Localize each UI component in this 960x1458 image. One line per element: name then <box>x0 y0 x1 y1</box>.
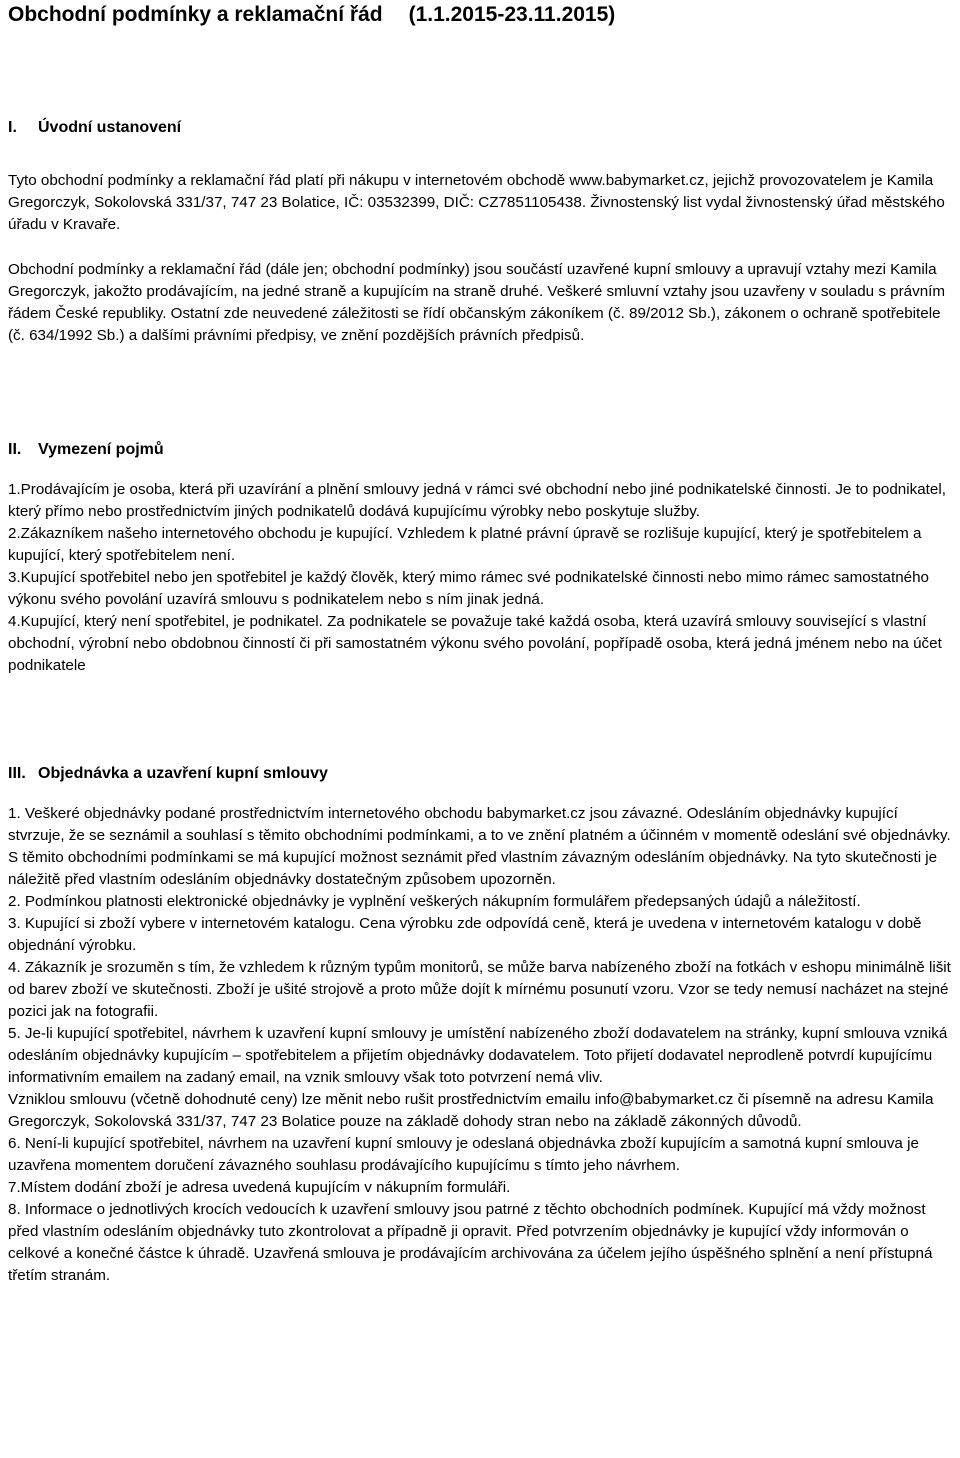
order-terms-list <box>8 803 952 1287</box>
section-heading-3 <box>8 763 952 785</box>
section-heading-text: Vymezení pojmů <box>38 441 164 458</box>
section-number: II. <box>8 441 22 458</box>
order-term-item: Vzniklou smlouvu (včetně dohodnuté ceny) lze měnit nebo rušit prostřednictvím emailu info@babymarket.cz či písemně na adresu Kamila Gregorczyk, Sokolovská 331/37, 747 23 Bolatice pouze na základě dohody stran nebo na základě zákonných důvodů. <box>8 1091 934 1130</box>
document-validity: (1.1.2015-23.11.2015) <box>408 3 616 26</box>
scope-paragraph: Obchodní podmínky a reklamační řád (dále jen; obchodní podmínky) jsou součástí uzavřené kupní smlouvy a upravují vztahy mezi Kamila Gregorczyk, jakožto prodávajícím, na jedné straně a kupujícím na straně druhé. Veškeré smluvní vztahy jsou uzavřeny v souladu s právním řádem České republiky. Ostatní zde neuvedené záležitosti se řídí občanským zákoníkem (č. 89/2012 Sb.), zákonem o ochraně spotřebitele (č. 634/1992 Sb.) a dalšími právními předpisy, ve znění pozdějších právních předpisů. <box>8 261 946 344</box>
definition-item: 4.Kupující, který není spotřebitel, je podnikatel. Za podnikatele se považuje také každá osoba, která uzavírá smlouvy související s vlastní obchodní, výrobní nebo obdobnou činností či při samostatném výkonu svého povolání, popřípadě osoba, která jedná jménem nebo na účet podnikatele <box>8 613 942 674</box>
section-number: III. <box>8 765 26 782</box>
section-heading-text: Úvodní ustanovení <box>38 119 182 136</box>
section-heading-text: Objednávka a uzavření kupní smlouvy <box>38 765 328 782</box>
order-term-item: 7.Místem dodání zboží je adresa uvedená kupujícím v nákupním formuláři. <box>8 1179 511 1196</box>
order-term-item: 1. Veškeré objednávky podané prostřednictvím internetového obchodu babymarket.cz jsou závazné. Odesláním objednávky kupující stvrzuje, že se seznámil a souhlasí s těmito obchodními podmínkami, a to ve znění platném a účinném v momentě odeslání své objednávky. S těmito obchodními podmínkami se má kupující možnost seznámit před vlastním závazným odesláním objednávky. Na tyto skutečnosti je náležitě před vlastním odesláním objednávky dostatečným způsobem upozorněn. <box>8 805 951 888</box>
section-heading-2 <box>8 439 952 461</box>
document-title <box>8 0 952 28</box>
intro-paragraph: Tyto obchodní podmínky a reklamační řád platí při nákupu v internetovém obchodě www.babymarket.cz, jejichž provozovatelem je Kamila Gregorczyk, Sokolovská 331/37, 747 23 Bolatice, IČ: 03532399, DIČ: CZ7851105438. Živnostenský list vydal živnostenský úřad městského úřadu v Kravaře. <box>8 172 945 233</box>
section-heading-1 <box>8 117 952 139</box>
definition-item: 2.Zákazníkem našeho internetového obchodu je kupující. Vzhledem k platné právní úpravě se rozlišuje kupující, který je spotřebitelem a kupující, který spotřebitelem není. <box>8 525 922 564</box>
definitions-list <box>8 479 952 677</box>
order-term-item: 2. Podmínkou platnosti elektronické objednávky je vyplnění veškerých nákupním formulářem předepsaných údajů a náležitostí. <box>8 893 861 910</box>
order-term-item: 8. Informace o jednotlivých krocích vedoucích k uzavření smlouvy jsou patrné z těchto obchodních podmínek. Kupující má vždy možnost před vlastním odesláním objednávky tuto zkontrolovat a případně ji opravit. Před potvrzením objednávky je kupující vždy informován o celkové a konečné částce k úhradě. Uzavřená smlouva je prodávajícím archivována za účelem jejího úspěšného splnění a není přístupná třetím stranám. <box>8 1201 933 1284</box>
order-term-item: 3. Kupující si zboží vybere v internetovém katalogu. Cena výrobku zde odpovídá ceně, která je uvedena v internetovém katalogu v době objednání výrobku. <box>8 915 922 954</box>
section-number: I. <box>8 119 17 136</box>
definition-item: 3.Kupující spotřebitel nebo jen spotřebitel je každý člověk, který mimo rámec své podnikatelské činnosti nebo mimo rámec samostatného výkonu svého povolání uzavírá smlouvu s podnikatelem nebo s ním jinak jedná. <box>8 569 929 608</box>
order-term-item: 4. Zákazník je srozuměn s tím, že vzhledem k různým typům monitorů, se může barva nabízeného zboží na fotkách v eshopu minimálně lišit od barev zboží ve skutečnosti. Zboží je ušité strojově a proto může dojít k mírnému posunutí vzoru. Vzor se tedy nemusí nacházet na stejné pozici jak na fotografii. <box>8 959 951 1020</box>
document-title-text: Obchodní podmínky a reklamační řád <box>8 3 383 26</box>
order-term-item: 5. Je-li kupující spotřebitel, návrhem k uzavření kupní smlouvy je umístění nabízeného zboží dodavatelem na stránky, kupní smlouva vzniká odesláním objednávky kupujícím – spotřebitelem a přijetím objednávky dodavatelem. Toto přijetí dodavatel neprodleně potvrdí kupujícímu informativním emailem na zadaný email, na vznik smlouvy však toto potvrzení nemá vliv. <box>8 1025 948 1086</box>
definition-item: 1.Prodávajícím je osoba, která při uzavírání a plnění smlouvy jedná v rámci své obchodní nebo jiné podnikatelské činnosti. Je to podnikatel, který přímo nebo prostřednictvím jiných podnikatelů dodává kupujícímu výrobky nebo poskytuje služby. <box>8 481 946 520</box>
order-term-item: 6. Není-li kupující spotřebitel, návrhem na uzavření kupní smlouvy je odeslaná objednávka zboží kupujícím a samotná kupní smlouva je uzavřena momentem doručení závazného souhlasu prodávajícího kupujícímu s tímto jeho návrhem. <box>8 1135 919 1174</box>
